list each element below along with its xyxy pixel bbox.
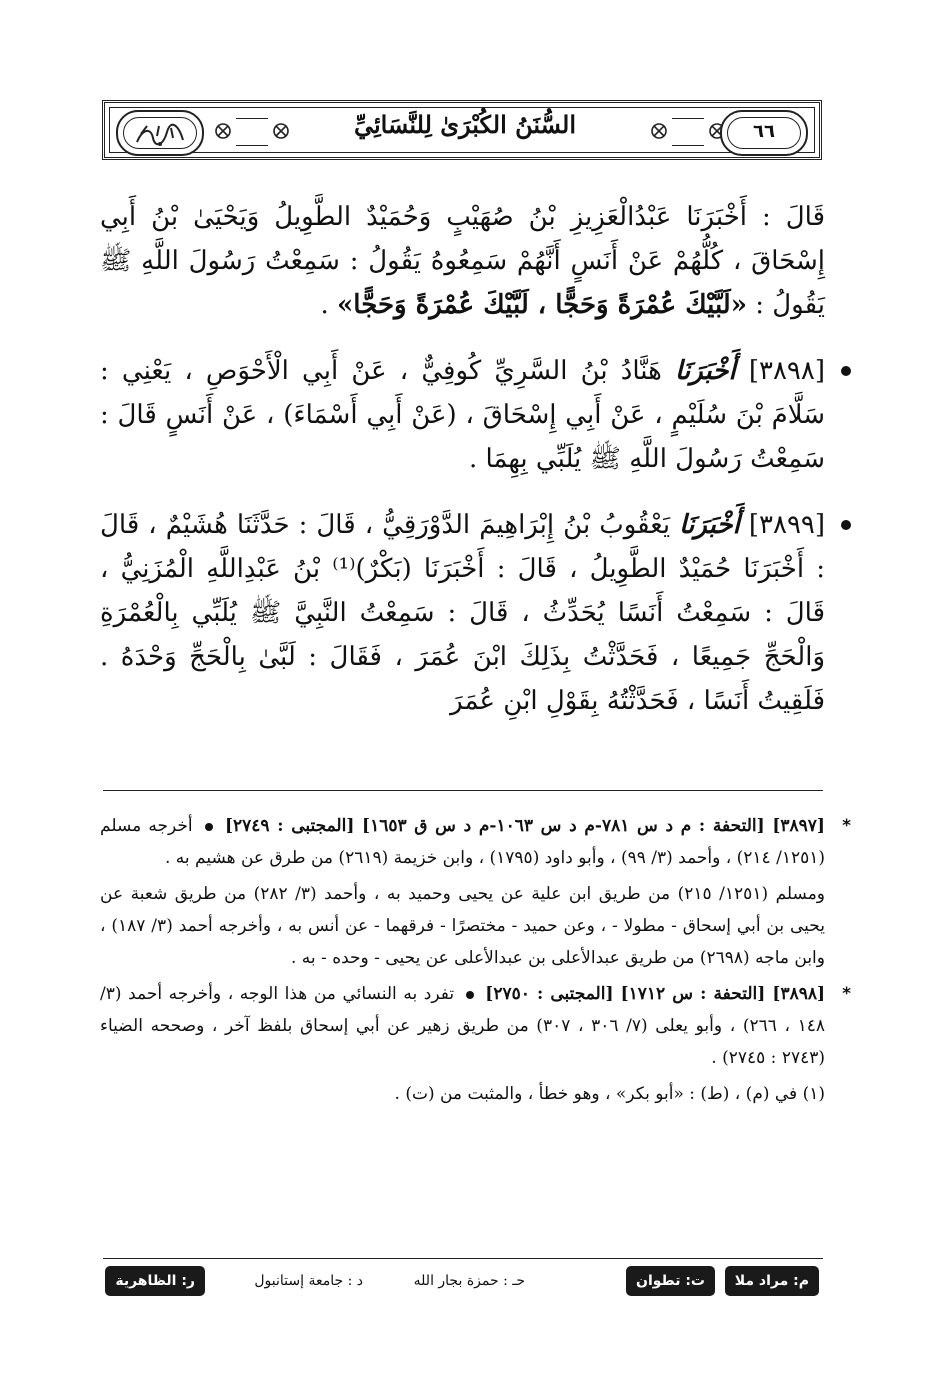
asterisk-icon: * xyxy=(842,816,851,836)
takhrij-3897 xyxy=(100,810,851,874)
bullet-icon xyxy=(841,520,851,530)
hadith-3899 xyxy=(100,503,825,723)
header-band xyxy=(672,118,704,146)
hadith-number: [٣٨٩٩] xyxy=(748,510,826,540)
siglum-m: م: مراد ملا xyxy=(725,1266,819,1296)
takhrij-text: أخرجه مسلم (١٢٥١/ ٢١٤) ، وأحمد (٣/ ٩٩) ، وأبو داود (١٧٩٥) ، وابن خزيمة (٢٦١٩) من طرق عن هشيم به . xyxy=(100,816,825,868)
asterisk-icon: * xyxy=(842,984,851,1004)
page-number: ٦٦ xyxy=(753,121,775,142)
manuscript-sigla-bar xyxy=(100,1266,825,1300)
takhrij-3897-continued xyxy=(100,878,825,974)
knot-ornament-icon xyxy=(650,122,668,140)
main-text xyxy=(100,195,825,723)
footnote-divider xyxy=(103,790,823,791)
bottom-divider xyxy=(103,1258,823,1259)
siglum-t: ت: تطوان xyxy=(626,1266,715,1296)
siglum-d: د : جامعة إستانبول xyxy=(254,1273,363,1289)
footnote-1 xyxy=(100,1078,825,1110)
calligraphy-medallion xyxy=(116,110,204,156)
akhbarana-keyword: أَخْبَرَنَا xyxy=(679,510,740,540)
siglum-h: حـ : حمزة بجار الله xyxy=(413,1273,525,1289)
takhrij-text: تفرد به النسائي من هذا الوجه ، وأخرجه أحمد (٣/ ١٤٨ ، ٢٦٦) ، وأبو يعلى (٧/ ٣٠٦ ، ٣٠٧) من طريق زهير عن أبي إسحاق بلفظ آخر ، وصححه الضياء (٢٧٤٣ : ٢٧٤٥) . xyxy=(100,984,826,1068)
hadith-number: [٣٨٩٨] xyxy=(748,356,825,386)
siglum-r: ر: الظاهرية xyxy=(105,1266,205,1296)
bullet-icon xyxy=(205,823,213,831)
header-band xyxy=(236,118,268,146)
page-header xyxy=(102,100,822,160)
header-inner-frame xyxy=(109,107,815,153)
calligraphy-emblem-icon xyxy=(133,120,187,150)
bullet-icon xyxy=(466,991,474,999)
footnotes xyxy=(100,810,851,1114)
takhrij-text: ومسلم (١٢٥١/ ٢١٥) من طريق ابن علية عن يحيى وحميد به ، وأحمد (٣/ ٢٨٢) من طريق شعبة عن يحيى بن أبي إسحاق - مطولا - ، وعن حميد - مختصرًا - فرقهما - عن أنس به ، وأخرجه أحمد (٣/ ١٨٧) ، وابن ماجه (٢٦٩٨) من طريق عبدالأعلى بن عبدالأعلى عن يحيى - وحده - به . xyxy=(100,884,826,968)
talbiya-quote: «لَبَّيْكَ عُمْرَةً وَحَجًّا ، لَبَّيْكَ عُمْرَةً وَحَجًّا» xyxy=(337,290,747,320)
takhrij-3898 xyxy=(100,978,851,1074)
hadith-end: . xyxy=(320,290,338,320)
hadith-text: يَعْقُوبُ بْنُ إِبْرَاهِيمَ الدَّوْرَقِيُّ ، قَالَ : حَدَّثَنَا هُشَيْمٌ ، قَالَ : أَخْبَرَنَا حُمَيْدٌ الطَّوِيلُ ، قَالَ : أَخْبَرَنَا (بَكْرٌ)⁽¹⁾ بْنُ عَبْدِاللَّهِ الْمُزَنِيُّ ، قَالَ : سَمِعْتُ أَنَسًا يُحَدِّثُ ، قَالَ : سَمِعْتُ النَّبِيَّ ﷺ يُلَبِّي بِالْعُمْرَةِ وَالْحَجِّ جَمِيعًا ، فَحَدَّثْتُ بِذَلِكَ ابْنَ عُمَرَ ، فَقَالَ : لَبَّىٰ بِالْحَجِّ وَحْدَهُ . فَلَقِيتُ أَنَسًا ، فَحَدَّثْتُهُ بِقَوْلِ ابْنِ عُمَرَ xyxy=(100,510,825,716)
page-number-medallion xyxy=(720,110,808,156)
footnote-text: (١) في (م) ، (ط) : «أبو بكر» ، وهو خطأ ، والمثبت من (ت) . xyxy=(394,1084,825,1104)
takhrij-reference: [٣٨٩٨] [التحفة : س ١٧١٢] [المجتبى : ٢٧٥٠] xyxy=(485,984,826,1004)
bullet-icon xyxy=(841,366,851,376)
takhrij-reference: [٣٨٩٧] [التحفة : م د س ٧٨١-م د س ١٠٦٣-م د س ق ١٦٥٣] [المجتبى : ٢٧٤٩] xyxy=(224,816,825,836)
akhbarana-keyword: أَخْبَرَنَا xyxy=(675,356,736,386)
hadith-3898 xyxy=(100,349,825,481)
hadith-text: هَنَّادُ بْنُ السَّرِيِّ كُوفِيٌّ ، عَنْ أَبِي الْأَحْوَصِ ، يَعْنِي : سَلَّامَ بْنَ سُلَيْمٍ ، عَنْ أَبِي إِسْحَاقَ ، (عَنْ أَبِي أَسْمَاءَ) ، عَنْ أَنَسٍ قَالَ : سَمِعْتُ رَسُولَ اللَّهِ ﷺ يُلَبِّي بِهِمَا . xyxy=(100,356,825,474)
book-title: السُّنَنُ الكُبْرَىٰ لِلنَّسَائِيِّ xyxy=(353,110,577,139)
knot-ornament-icon xyxy=(214,122,232,140)
hadith-text: قَالَ : أَخْبَرَنَا عَبْدُالْعَزِيزِ بْنُ صُهَيْبٍ وَحُمَيْدٌ الطَّوِيلُ وَيَحْيَىٰ بْنُ أَبِي إِسْحَاقَ ، كُلُّهُمْ عَنْ أَنَسٍ أَنَّهُمْ سَمِعُوهُ يَقُولُ : سَمِعْتُ رَسُولَ اللَّهِ ﷺ يَقُولُ : xyxy=(100,202,825,320)
hadith-3897-continuation xyxy=(100,195,825,327)
